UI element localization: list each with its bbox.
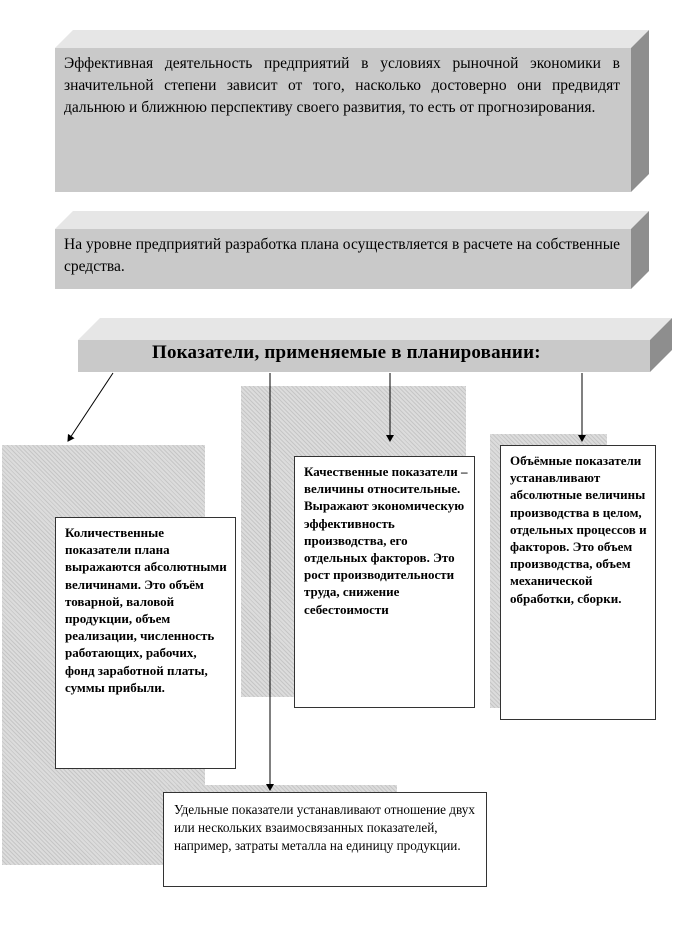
card-specific: Удельные показатели устанавливают отношение двух или нескольких взаимосвязанных показателей, например, затраты металла на единицу продукции.	[163, 792, 487, 887]
card-qualitative: Качественные показатели – величины относительные. Выражают экономическую эффективность производства, его отдельных факторов. Это рост производительности труда, снижение себестоимости	[294, 456, 475, 708]
header-title: Показатели, применяемые в планировании:	[152, 342, 541, 363]
arrow-to-quantitative	[68, 373, 113, 441]
plan-box-text: На уровне предприятий разработка плана осуществляется в расчете на собственные средства.	[64, 236, 620, 275]
card-quantitative: Количественные показатели плана выражаются абсолютными величинами. Это объём товарной, валовой продукции, объем реализации, численность работающих, рабочих, фонд заработной платы, суммы прибыли.	[55, 517, 236, 769]
intro-box-text: Эффективная деятельность предприятий в условиях рыночной экономики в значительной степени зависит от того, насколько достоверно они предвидят дальнюю и ближнюю перспективу своего развития, то есть от прогнозирования.	[64, 55, 620, 116]
card-volume: Объёмные показатели устанавливают абсолютные величины производства в целом, отдельных процессов и факторов. Это объем производства, объем механической обработки, сборки.	[500, 445, 656, 720]
